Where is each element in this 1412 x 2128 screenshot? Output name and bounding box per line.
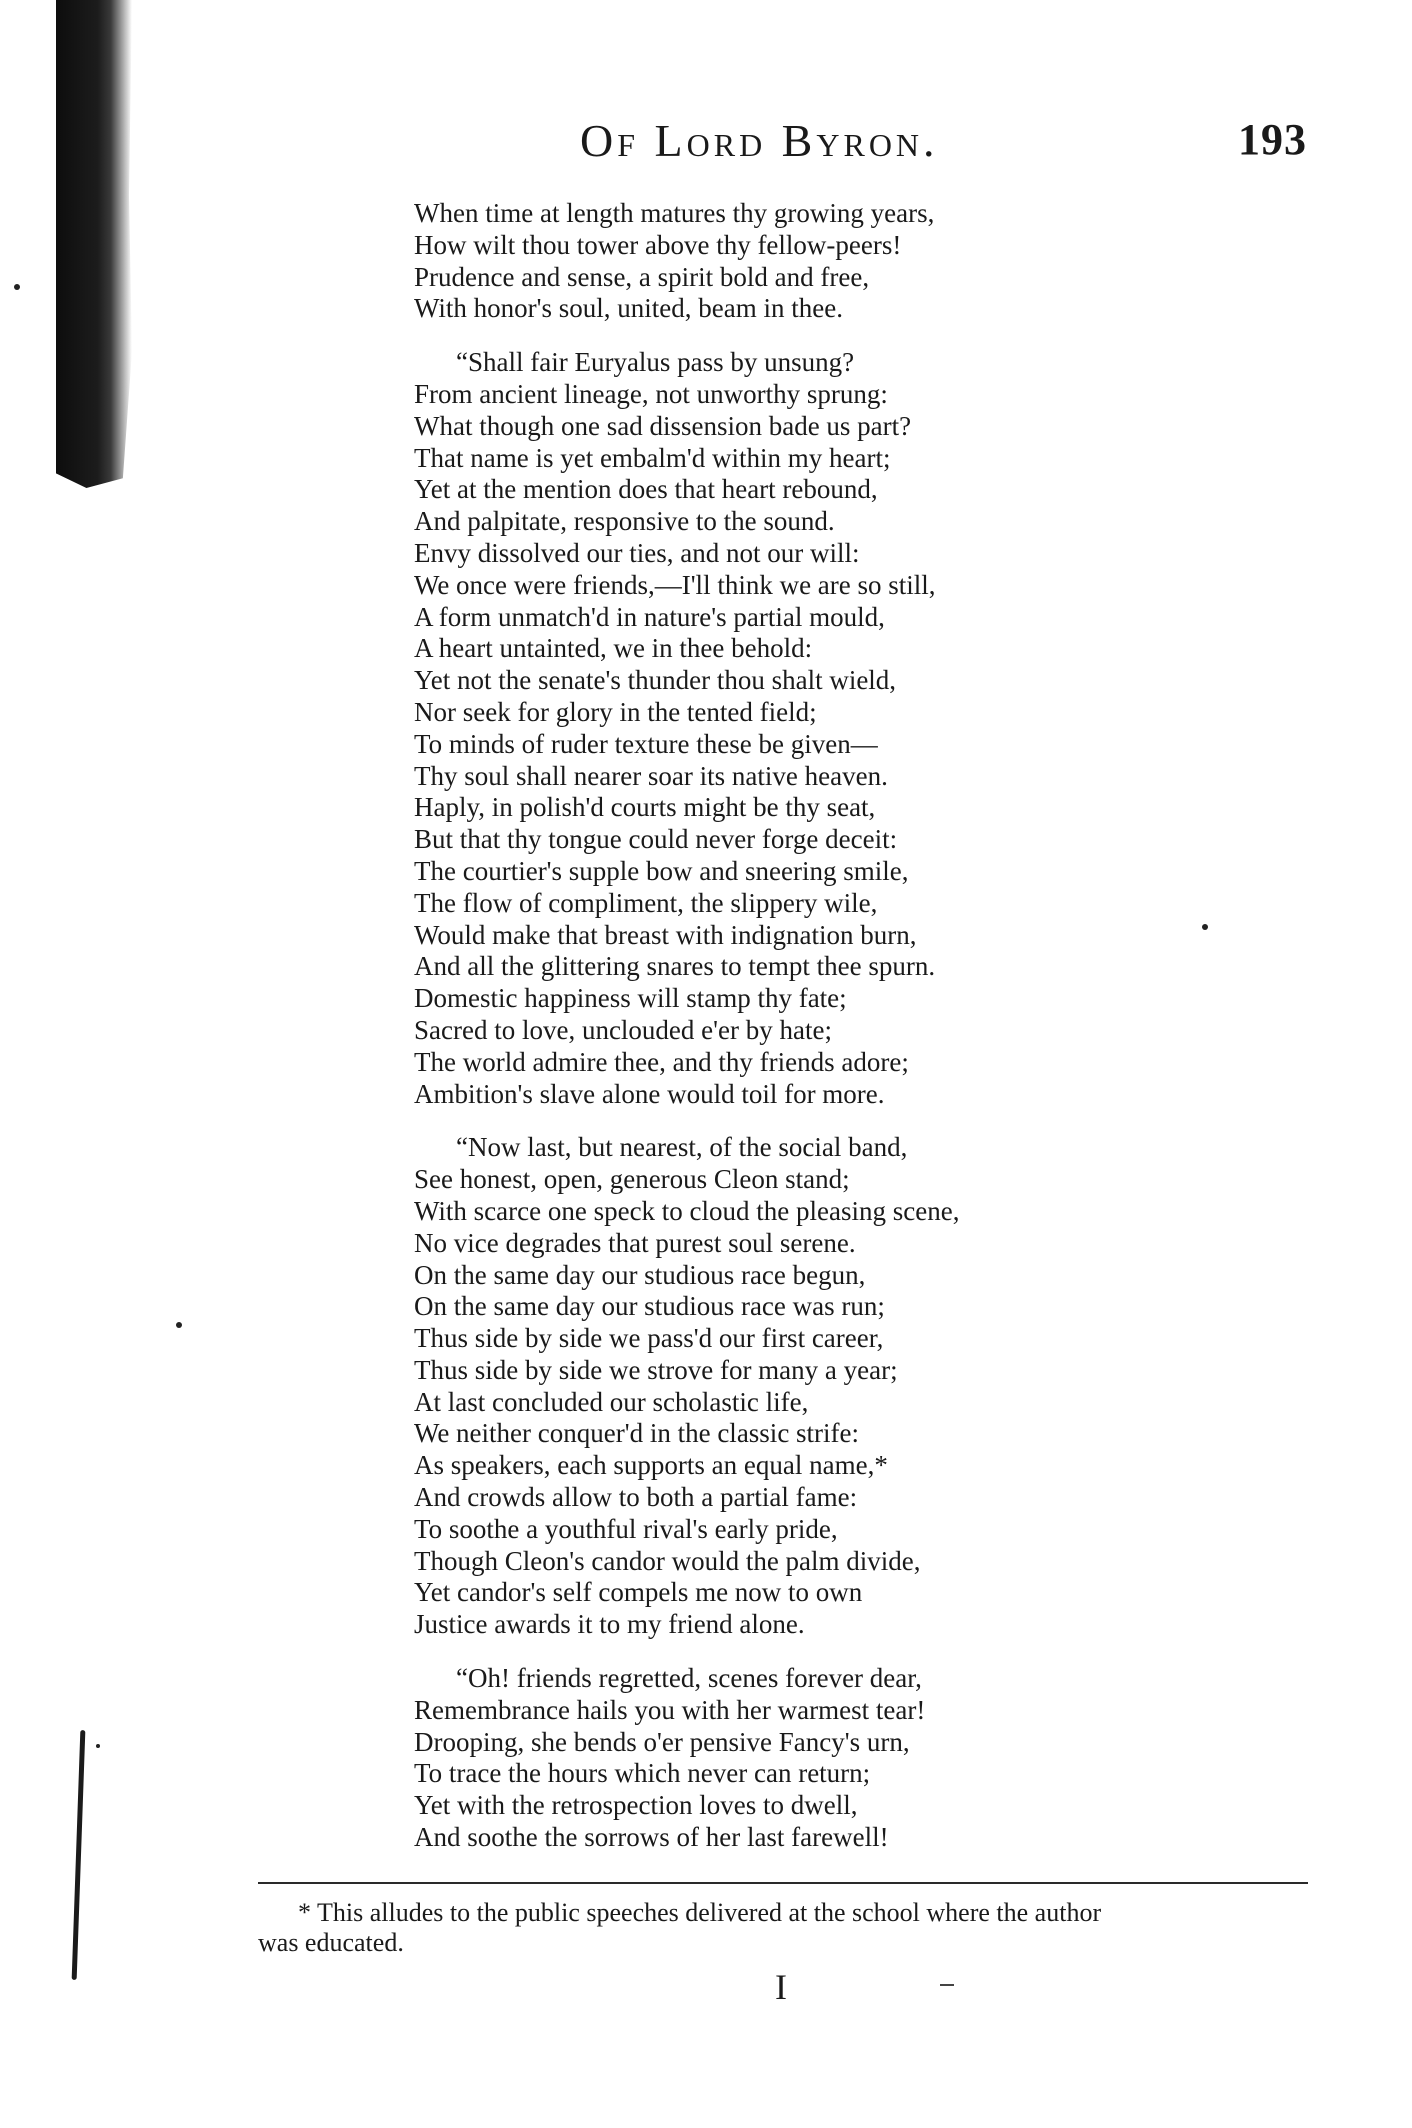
verse-line: Thus side by side we pass'd our first career,	[414, 1323, 884, 1354]
running-title: Of Lord Byron.	[580, 115, 939, 166]
footnote	[258, 1898, 1318, 1958]
signature-mark: I	[775, 1967, 787, 2007]
verse-line: Thy soul shall nearer soar its native heaven.	[414, 760, 888, 791]
verse-line: A form unmatch'd in nature's partial mould,	[414, 601, 885, 632]
verse-line: Prudence and sense, a spirit bold and free,	[414, 261, 870, 292]
verse-line: With honor's soul, united, beam in thee.	[414, 293, 843, 324]
verse-line: Drooping, she bends o'er pensive Fancy's urn,	[414, 1726, 910, 1757]
verse-line: The courtier's supple bow and sneering smile,	[414, 855, 909, 886]
verse-line: “Oh! friends regretted, scenes forever dear,	[456, 1663, 922, 1694]
verse-line: “Shall fair Euryalus pass by unsung?	[456, 347, 855, 378]
verse-line: The flow of compliment, the slippery wile,	[414, 887, 878, 918]
verse-line: See honest, open, generous Cleon stand;	[414, 1164, 850, 1195]
verse-line: What though one sad dissension bade us part?	[414, 410, 912, 441]
verse-line: Thus side by side we strove for many a year;	[414, 1354, 898, 1385]
binding-mark	[72, 1730, 86, 1980]
page-header	[0, 114, 1412, 174]
verse-line: We once were friends,—I'll think we are so still,	[414, 569, 936, 600]
verse-line: With scarce one speck to cloud the pleasing scene,	[414, 1195, 960, 1226]
stanza	[414, 1132, 1374, 1641]
verse-line: No vice degrades that purest soul serene.	[414, 1227, 856, 1258]
verse-line: A heart untainted, we in thee behold:	[414, 633, 813, 664]
binding-shadow	[56, 0, 132, 488]
verse-line: Ambition's slave alone would toil for more.	[414, 1078, 885, 1109]
verse-line: Yet candor's self compels me now to own	[414, 1577, 863, 1608]
verse-line: We neither conquer'd in the classic strife:	[414, 1418, 860, 1449]
verse-line: Nor seek for glory in the tented field;	[414, 696, 817, 727]
verse-line: When time at length matures thy growing years,	[414, 198, 935, 228]
dash-mark	[940, 1984, 954, 1986]
verse-line: Would make that breast with indignation burn,	[414, 919, 917, 950]
verse-line: To minds of ruder texture these be given—	[414, 728, 878, 759]
verse-line: Yet with the retrospection loves to dwell,	[414, 1790, 858, 1821]
verse-line: “Now last, but nearest, of the social band,	[456, 1132, 908, 1163]
verse-line: Remembrance hails you with her warmest tear!	[414, 1694, 926, 1725]
verse-line: Though Cleon's candor would the palm divide,	[414, 1545, 921, 1576]
verse-line: On the same day our studious race begun,	[414, 1259, 866, 1290]
stanza	[414, 347, 1374, 1110]
footnote-line: was educated.	[258, 1928, 404, 1957]
verse-line: The world admire thee, and thy friends adore;	[414, 1046, 909, 1077]
speck	[14, 284, 20, 290]
footnote-rule	[258, 1882, 1308, 1884]
stanza	[414, 198, 1374, 325]
verse-line: Sacred to love, unclouded e'er by hate;	[414, 1014, 832, 1045]
verse-line: To soothe a youthful rival's early pride,	[414, 1513, 838, 1544]
verse-line: And soothe the sorrows of her last farewell!	[414, 1822, 889, 1853]
verse-line: Yet not the senate's thunder thou shalt wield,	[414, 665, 897, 696]
verse-line: Justice awards it to my friend alone.	[414, 1609, 805, 1640]
poem-body	[414, 198, 1374, 1876]
verse-line: How wilt thou tower above thy fellow-peers!	[414, 229, 902, 260]
verse-line: Envy dissolved our ties, and not our will:	[414, 537, 860, 568]
verse-line: To trace the hours which never can return;	[414, 1758, 871, 1789]
verse-line: And palpitate, responsive to the sound.	[414, 506, 835, 537]
speck	[176, 1322, 182, 1328]
verse-line: From ancient lineage, not unworthy sprung:	[414, 378, 888, 409]
verse-line: On the same day our studious race was run;	[414, 1291, 885, 1322]
verse-line: But that thy tongue could never forge deceit:	[414, 824, 898, 855]
footnote-line: * This alludes to the public speeches delivered at the school where the author	[298, 1898, 1102, 1927]
verse-line: At last concluded our scholastic life,	[414, 1386, 809, 1417]
verse-line: And all the glittering snares to tempt thee spurn.	[414, 951, 936, 982]
verse-line: That name is yet embalm'd within my heart;	[414, 442, 891, 473]
verse-line: Domestic happiness will stamp thy fate;	[414, 983, 847, 1014]
verse-line: Yet at the mention does that heart rebound,	[414, 474, 878, 505]
verse-line: And crowds allow to both a partial fame:	[414, 1482, 858, 1513]
speck	[96, 1744, 100, 1748]
verse-line: As speakers, each supports an equal name,*	[414, 1450, 888, 1481]
page-number: 193	[1238, 115, 1307, 164]
stanza	[414, 1663, 1374, 1854]
verse-line: Haply, in polish'd courts might be thy seat,	[414, 792, 876, 823]
